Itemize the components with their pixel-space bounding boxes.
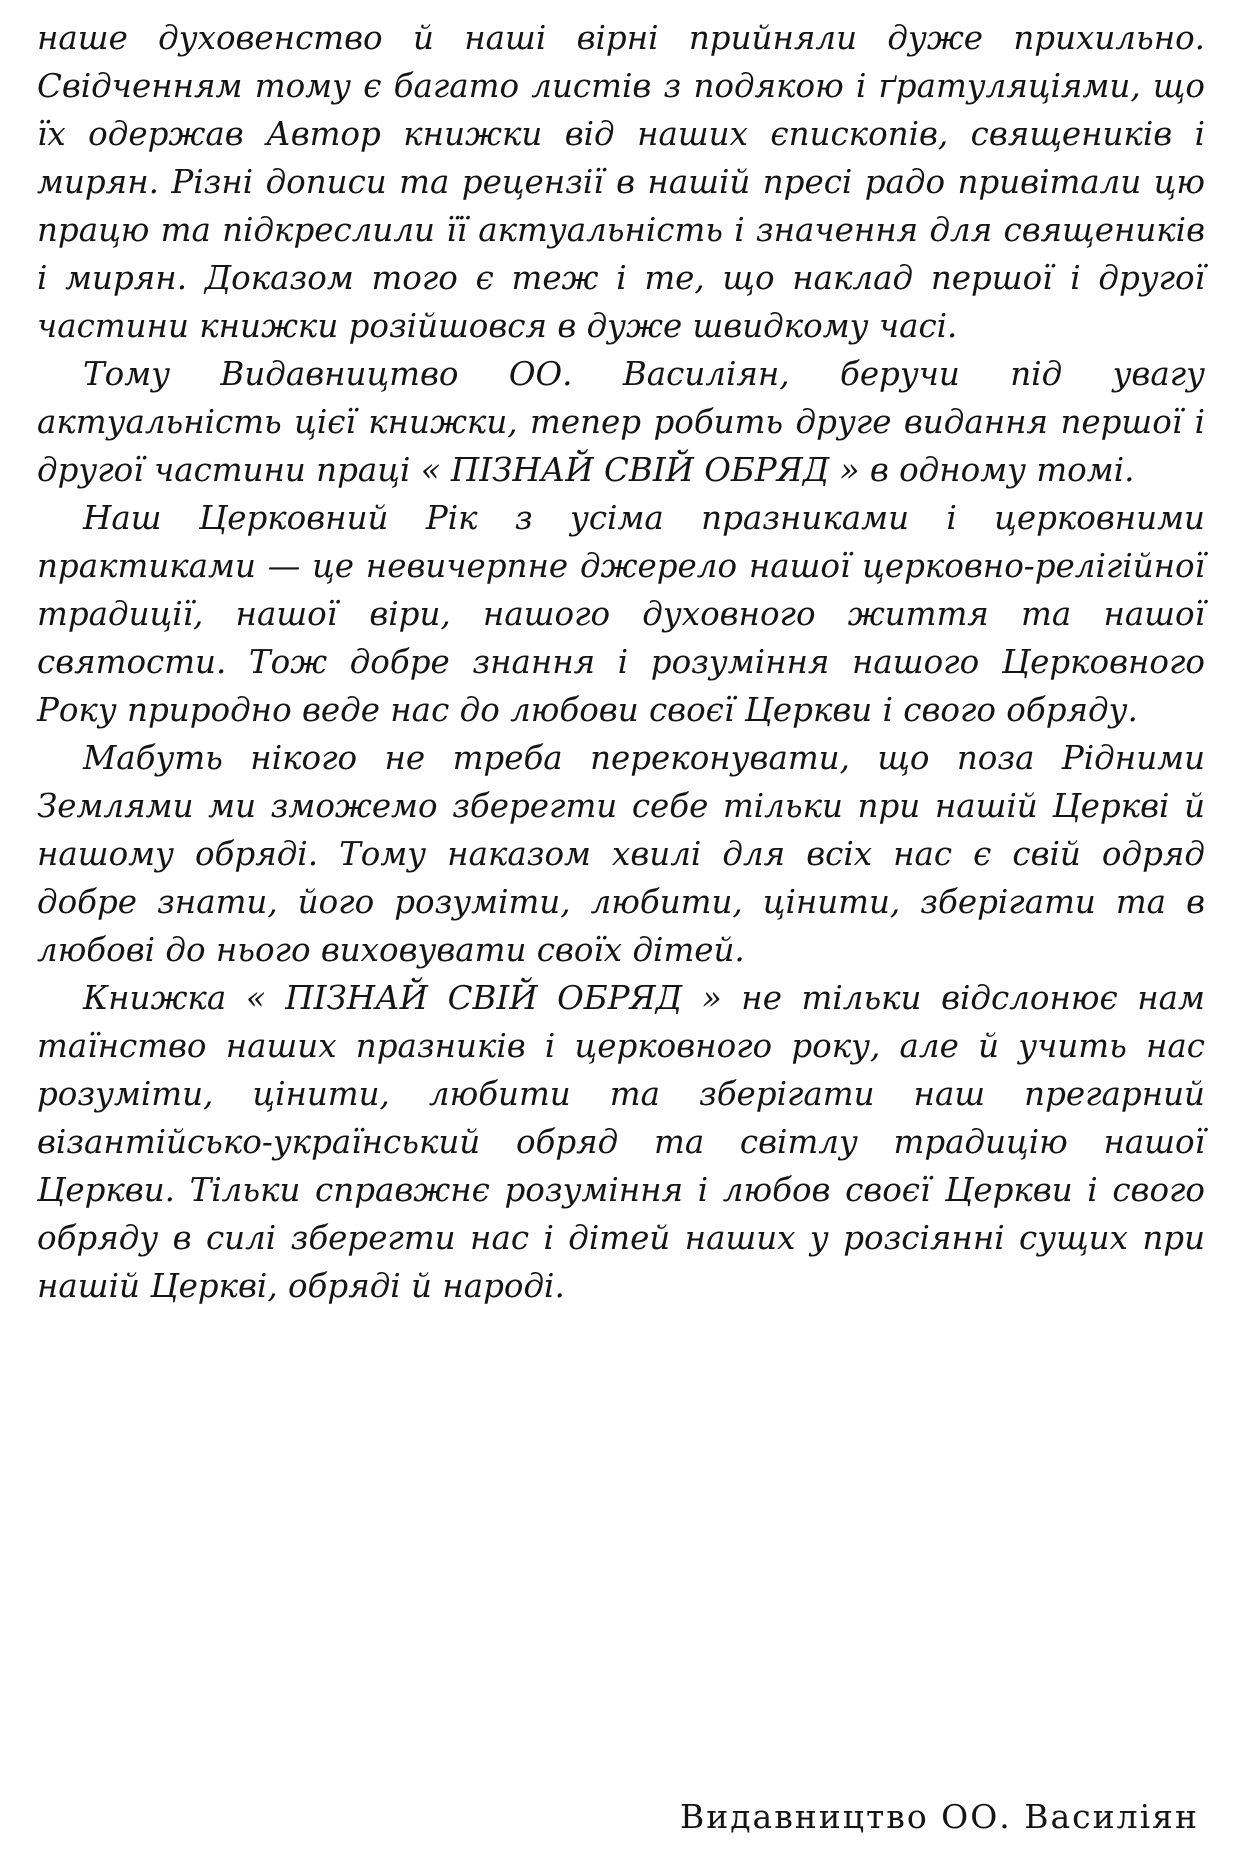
paragraph-continued: наше духовенство й наші вірні прийняли дуже прихильно. Свідченням тому є багато листів з подякою і ґратуляціями, що їх одержав Автор книжки від наших єпископів, священиків і мирян. Різні дописи та рецензії в нашій пресі радо привітали цю працю та підкреслили її актуальність і значення для священиків і мирян. Доказом того є теж і те, що наклад першої і другої частини книжки розійшовся в дуже швидкому часі. — [37, 19, 1205, 345]
publisher-signature: Видавництво ОО. Василіян — [679, 1797, 1199, 1836]
paragraph-second-edition: Тому Видавництво ОО. Василіян, беручи під увагу актуальність цієї книжки, тепер робить друге видання першої і другої частини праці « ПІЗНАЙ СВІЙ ОБРЯД » в одному томі. — [37, 355, 1205, 489]
paragraph-native-lands: Мабуть нікого не треба переконувати, що поза Рідними Землями ми зможемо зберегти себе тільки при нашій Церкві й нашому обряді. Тому наказом хвилі для всіх нас є свій одряд добре знати, його розуміти, любити, цінити, зберігати та в любові до нього виховувати своїх дітей. — [37, 739, 1205, 969]
paragraph-book-purpose: Книжка « ПІЗНАЙ СВІЙ ОБРЯД » не тільки відслонює нам таїнство наших празників і церковного року, але й учить нас розуміти, цінити, любити та зберігати наш прегарний візантійсько-український обряд та світлу традицію нашої Церкви. Тільки справжнє розуміння і любов своєї Церкви і свого обряду в силі зберегти нас і дітей наших у розсіянні сущих при нашій Церкві, обряді й народі. — [37, 979, 1205, 1305]
body-text — [37, 14, 1205, 1310]
paragraph-church-year: Наш Церковний Рік з усіма празниками і церковними практиками — це невичерпне джерело нашої церковно-релігійної традиції, нашої віри, нашого духовного життя та нашої святости. Тож добре знання і розуміння нашого Церковного Року природно веде нас до любови своєї Церкви і свого обряду. — [37, 499, 1205, 729]
